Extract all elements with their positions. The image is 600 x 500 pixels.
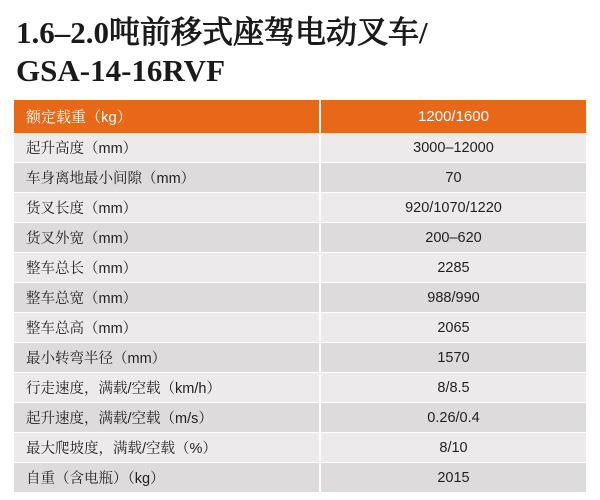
table-header-label: 额定载重（kg） [14, 100, 320, 133]
row-value: 2065 [320, 313, 586, 343]
row-value: 1570 [320, 343, 586, 373]
table-header-value: 1200/1600 [320, 100, 586, 133]
row-value: 8/8.5 [320, 373, 586, 403]
table-row [14, 163, 586, 193]
table-row [14, 133, 586, 163]
table-header-row [14, 100, 586, 133]
table-row [14, 463, 586, 493]
row-value: 2015 [320, 463, 586, 493]
specification-table-body [14, 100, 586, 492]
row-label: 最小转弯半径（mm） [14, 343, 320, 373]
table-row [14, 193, 586, 223]
row-label: 整车总高（mm） [14, 313, 320, 343]
row-label: 行走速度，满载/空载（km/h） [14, 373, 320, 403]
row-label: 货叉长度（mm） [14, 193, 320, 223]
table-row [14, 223, 586, 253]
row-label: 起升速度，满载/空载（m/s） [14, 403, 320, 433]
specification-table [14, 100, 586, 492]
row-value: 8/10 [320, 433, 586, 463]
row-label: 整车总长（mm） [14, 253, 320, 283]
row-value: 200–620 [320, 223, 586, 253]
table-row [14, 253, 586, 283]
row-label: 货叉外宽（mm） [14, 223, 320, 253]
table-row [14, 373, 586, 403]
table-row [14, 313, 586, 343]
row-label: 自重（含电瓶）（kg） [14, 463, 320, 493]
table-row [14, 403, 586, 433]
row-value: 0.26/0.4 [320, 403, 586, 433]
table-row [14, 283, 586, 313]
row-label: 车身离地最小间隙（mm） [14, 163, 320, 193]
row-value: 3000–12000 [320, 133, 586, 163]
page-title-line-1: 1.6–2.0吨前移式座驾电动叉车/ [16, 15, 428, 50]
row-value: 70 [320, 163, 586, 193]
table-row [14, 343, 586, 373]
row-label: 最大爬坡度，满载/空载（%） [14, 433, 320, 463]
row-label: 整车总宽（mm） [14, 283, 320, 313]
row-value: 2285 [320, 253, 586, 283]
table-row [14, 433, 586, 463]
row-value: 920/1070/1220 [320, 193, 586, 223]
page-title-line-2: GSA-14-16RVF [16, 53, 226, 89]
row-value: 988/990 [320, 283, 586, 313]
row-label: 起升高度（mm） [14, 133, 320, 163]
page-title [16, 14, 586, 90]
